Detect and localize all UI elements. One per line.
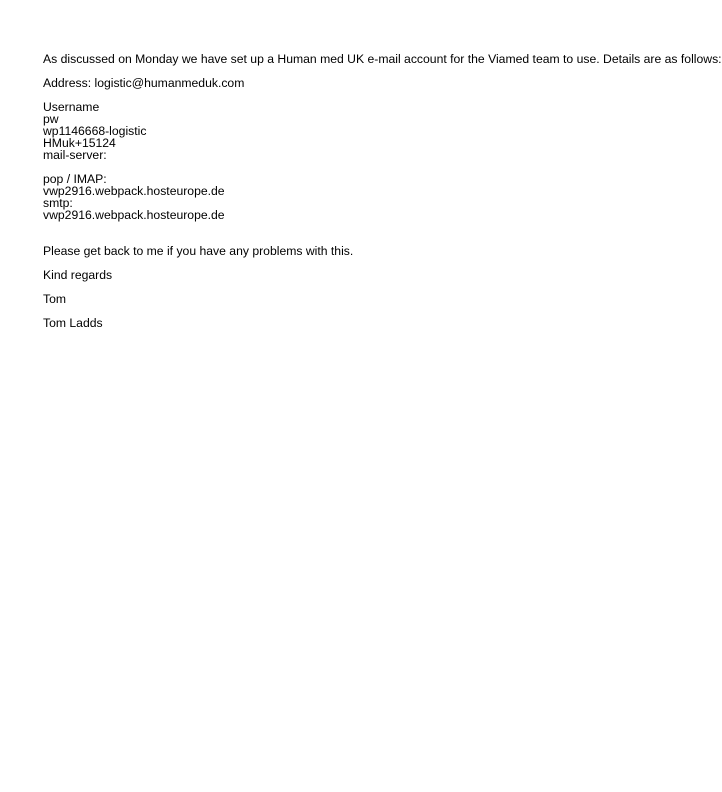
blank-line	[43, 257, 722, 269]
username-label: Username	[43, 100, 100, 114]
pw-label: pw	[43, 112, 59, 126]
pw-value: HMuk+15124	[43, 136, 116, 150]
blank-line	[43, 221, 722, 245]
smtp-server: vwp2916.webpack.hosteurope.de	[43, 208, 225, 222]
username-value: wp1146668-logistic	[43, 124, 147, 138]
email-body	[43, 53, 722, 329]
pop-imap-label: pop / IMAP:	[43, 172, 107, 186]
blank-line	[43, 281, 722, 293]
closing-line: Kind regards	[43, 268, 113, 282]
intro-paragraph: As discussed on Monday we have set up a Human med UK e-mail account for the Viamed team to use. Details are as follows:	[43, 52, 722, 66]
pop-imap-server: vwp2916.webpack.hosteurope.de	[43, 184, 225, 198]
mail-server-label: mail-server:	[43, 148, 107, 162]
blank-line	[43, 89, 722, 101]
signature-full-name: Tom Ladds	[43, 316, 103, 330]
problems-line: Please get back to me if you have any problems with this.	[43, 244, 354, 258]
signoff-name: Tom	[43, 292, 67, 306]
blank-line	[43, 305, 722, 317]
blank-line	[43, 161, 722, 173]
address-line: Address: logistic@humanmeduk.com	[43, 76, 245, 90]
smtp-label: smtp:	[43, 196, 73, 210]
